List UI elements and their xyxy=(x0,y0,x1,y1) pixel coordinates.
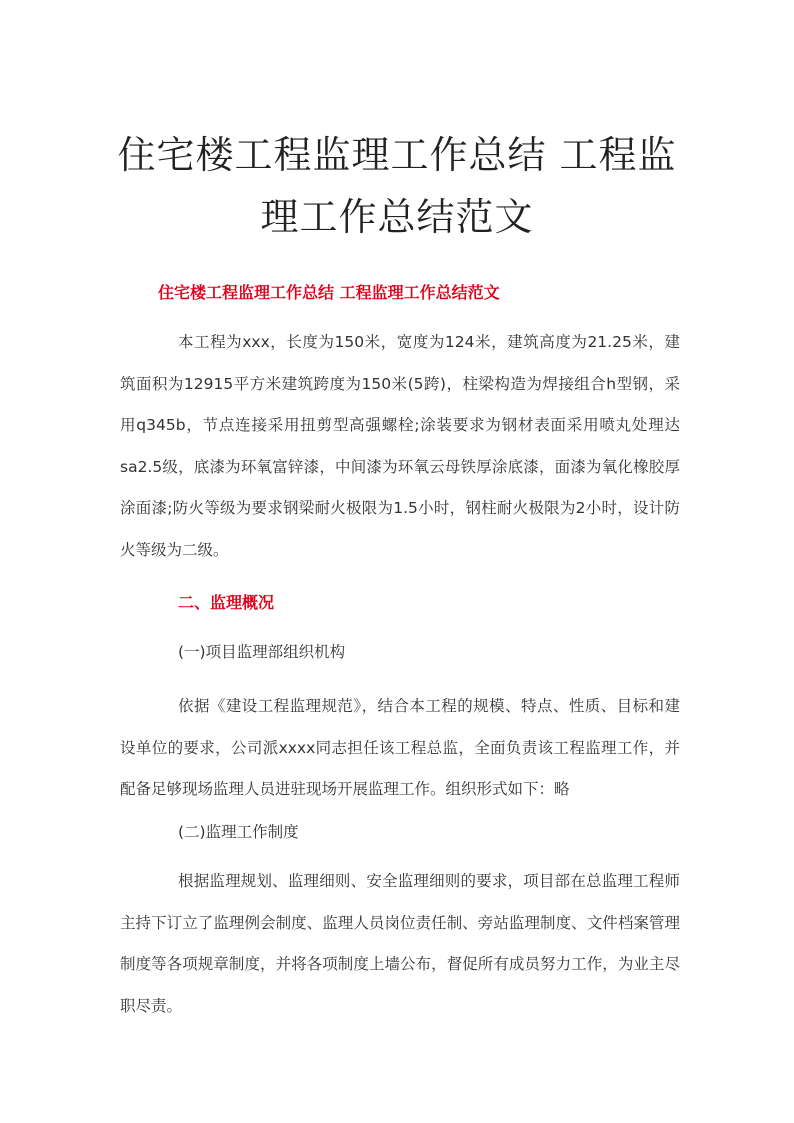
section-heading-supervision-overview: 二、监理概况 xyxy=(178,593,275,612)
paragraph-work-system: 根据监理规划、监理细则、安全监理细则的要求，项目部在总监理工程师主持下订立了监理例会制度、监理人员岗位责任制、旁站监理制度、文件档案管理制度等各项规章制度，并将各项制度上墙公布，督促所有成员努力工作，为业主尽职尽责。 xyxy=(120,872,680,1015)
subheading-organization: (一)项目监理部组织机构 xyxy=(178,643,346,661)
document-subtitle: 住宅楼工程监理工作总结 工程监理工作总结范文 xyxy=(158,283,500,302)
paragraph-organization: 依据《建设工程监理规范》，结合本工程的规模、特点、性质、目标和建设单位的要求，公司派xxxx同志担任该工程总监，全面负责该工程监理工作，并配备足够现场监理人员进驻现场开展监理工作。组织形式如下：略 xyxy=(120,697,680,798)
paragraph-project-overview: 本工程为xxx，长度为150米，宽度为124米，建筑高度为21.25米，建筑面积为12915平方米建筑跨度为150米(5跨)，柱梁构造为焊接组合h型钢，采用q345b，节点连接采用扭剪型高强螺栓;涂装要求为钢材表面采用喷丸处理达sa2.5级，底漆为环氧富锌漆，中间漆为环氧云母铁厚涂底漆，面漆为氧化橡胶厚涂面漆;防火等级为要求钢梁耐火极限为1.5小时，钢柱耐火极限为2小时，设计防火等级为二级。 xyxy=(120,333,680,559)
subheading-work-system: (二)监理工作制度 xyxy=(178,823,299,841)
document-title: 住宅楼工程监理工作总结 工程监理工作总结范文 xyxy=(117,133,677,239)
